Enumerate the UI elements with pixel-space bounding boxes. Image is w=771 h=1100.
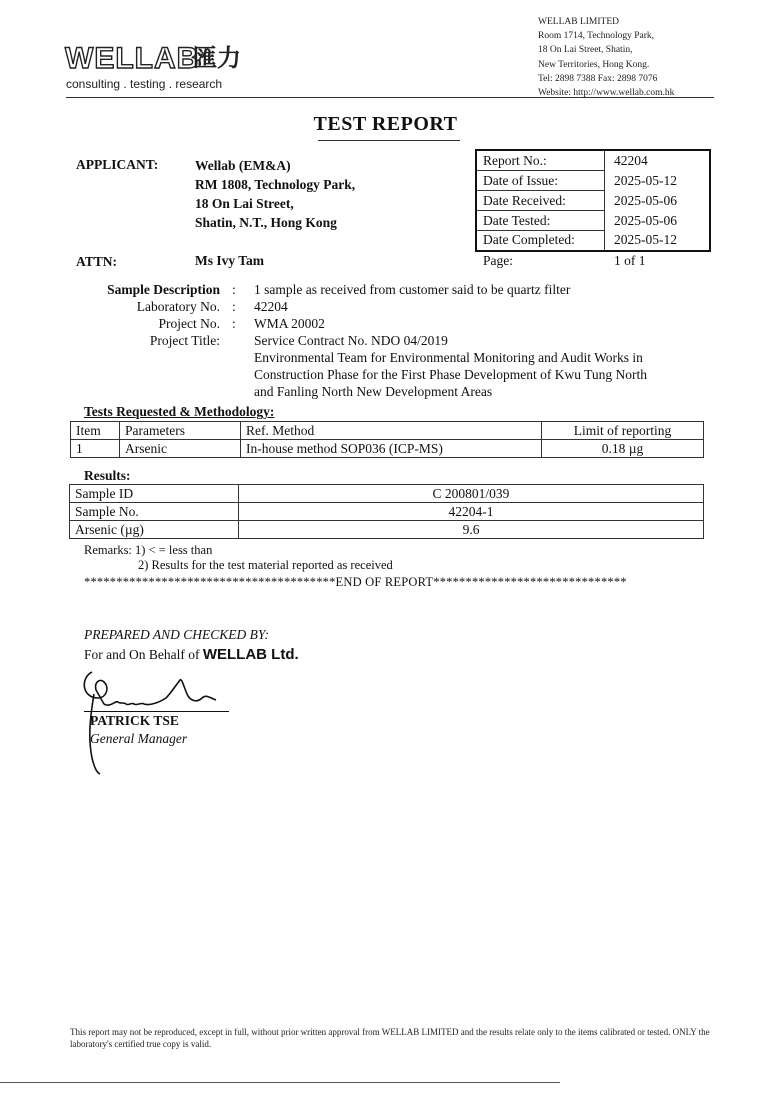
table-header-row: [71, 422, 704, 440]
date-tested-value: 2025-05-06: [614, 213, 677, 228]
table-row: [70, 485, 704, 503]
remark-line: Remarks: 1) < = less than: [84, 543, 213, 557]
prepared-by-label: PREPARED AND CHECKED BY:: [84, 627, 269, 642]
sample-description-value: 1 sample as received from customer said to be quartz filter: [254, 282, 571, 297]
report-info-divider: [604, 151, 605, 250]
project-no-value: WMA 20002: [254, 316, 325, 331]
laboratory-no-label: Laboratory No.: [136, 299, 220, 314]
address-line: WELLAB LIMITED: [538, 17, 619, 27]
applicant-line: 18 On Lai Street,: [195, 196, 294, 211]
page-label: Page:: [483, 253, 513, 268]
table-row: [70, 521, 704, 539]
result-label: Arsenic (µg): [70, 521, 239, 539]
cell-limit: 0.18 µg: [542, 440, 704, 458]
footer-disclaimer: This report may not be reproduced, except in full, without prior written approval from WELLAB LIMITED and the results relate only to the items calibrated or tested. ONLY the laboratory's certified true copy is valid.: [70, 1027, 710, 1049]
result-label: Sample ID: [70, 485, 239, 503]
remarks: [84, 543, 393, 573]
address-line: Room 1714, Technology Park,: [538, 31, 655, 42]
on-behalf-company: WELLAB Ltd.: [202, 646, 299, 663]
signatory-title: General Manager: [90, 731, 188, 746]
col-header-item: Item: [71, 422, 120, 440]
col-header-ref-method: Ref. Method: [241, 422, 542, 440]
end-of-report: ***************************************END OF REPORT******************************: [84, 575, 627, 589]
on-behalf-line: [84, 646, 299, 663]
result-value: 9.6: [239, 521, 704, 539]
result-value: 42204-1: [239, 503, 704, 521]
table-row: [70, 503, 704, 521]
cell-ref-method: In-house method SOP036 (ICP-MS): [241, 440, 542, 458]
project-no-label: Project No.: [158, 316, 220, 331]
company-logo-chinese: 匯力: [193, 44, 241, 72]
signatory-name: PATRICK TSE: [90, 713, 179, 728]
result-value: C 200801/039: [239, 485, 704, 503]
title-underline: [318, 140, 460, 141]
laboratory-no-value: 42204: [254, 299, 288, 314]
report-info-box: [475, 149, 711, 252]
applicant-line: Wellab (EM&A): [195, 158, 291, 173]
applicant-label: APPLICANT:: [76, 157, 159, 172]
colon: :: [232, 299, 236, 314]
project-title-line: and Fanling North New Development Areas: [254, 384, 493, 399]
address-line: Tel: 2898 7388 Fax: 2898 7076: [538, 73, 658, 84]
applicant-address: [195, 156, 355, 232]
project-title-label: Project Title:: [149, 333, 220, 348]
sample-values: [254, 281, 647, 400]
result-label: Sample No.: [70, 503, 239, 521]
company-tagline: consulting . testing . research: [66, 77, 223, 91]
date-of-issue-value: 2025-05-12: [614, 173, 677, 188]
colon: :: [232, 316, 236, 331]
tests-table: [70, 421, 704, 458]
address-line: Website: http://www.wellab.com.hk: [538, 88, 675, 99]
tests-heading: Tests Requested & Methodology:: [84, 404, 275, 419]
company-logo-wordmark: WELLAB: [65, 42, 200, 75]
date-completed-value: 2025-05-12: [614, 232, 677, 247]
date-of-issue-label: Date of Issue:: [483, 173, 558, 188]
page-title: TEST REPORT: [313, 113, 458, 135]
results-heading: Results:: [84, 468, 131, 483]
page-value: 1 of 1: [614, 253, 646, 268]
project-title-value: Service Contract No. NDO 04/2019: [254, 333, 448, 348]
colon: :: [232, 282, 236, 297]
attn-value: Ms Ivy Tam: [195, 253, 265, 268]
sample-labels: [80, 281, 220, 349]
project-title-line: Environmental Team for Environmental Monitoring and Audit Works in: [254, 350, 643, 365]
attn-label: ATTN:: [76, 254, 118, 269]
date-tested-label: Date Tested:: [483, 213, 551, 228]
remark-line: 2) Results for the test material reported as received: [138, 558, 393, 572]
project-title-line: Construction Phase for the First Phase Development of Kwu Tung North: [254, 367, 647, 382]
company-address-block: [538, 15, 674, 100]
on-behalf-prefix: For and On Behalf of: [84, 647, 203, 662]
address-line: 18 On Lai Street, Shatin,: [538, 45, 633, 56]
sample-colons: [232, 281, 236, 332]
footer-divider: [0, 1082, 560, 1083]
cell-item: 1: [71, 440, 120, 458]
sample-description-label: Sample Description: [107, 282, 220, 297]
cell-parameter: Arsenic: [120, 440, 241, 458]
report-no-label: Report No.:: [483, 153, 547, 168]
applicant-line: Shatin, N.T., Hong Kong: [195, 215, 337, 230]
date-completed-label: Date Completed:: [483, 232, 575, 247]
applicant-line: RM 1808, Technology Park,: [195, 177, 356, 192]
col-header-parameters: Parameters: [120, 422, 241, 440]
results-table: [69, 484, 704, 539]
date-received-value: 2025-05-06: [614, 193, 677, 208]
table-row: [71, 440, 704, 458]
address-line: New Territories, Hong Kong.: [538, 59, 650, 70]
signature-line: [84, 711, 229, 712]
date-received-label: Date Received:: [483, 193, 566, 208]
col-header-limit: Limit of reporting: [542, 422, 704, 440]
report-no-value: 42204: [614, 153, 648, 168]
